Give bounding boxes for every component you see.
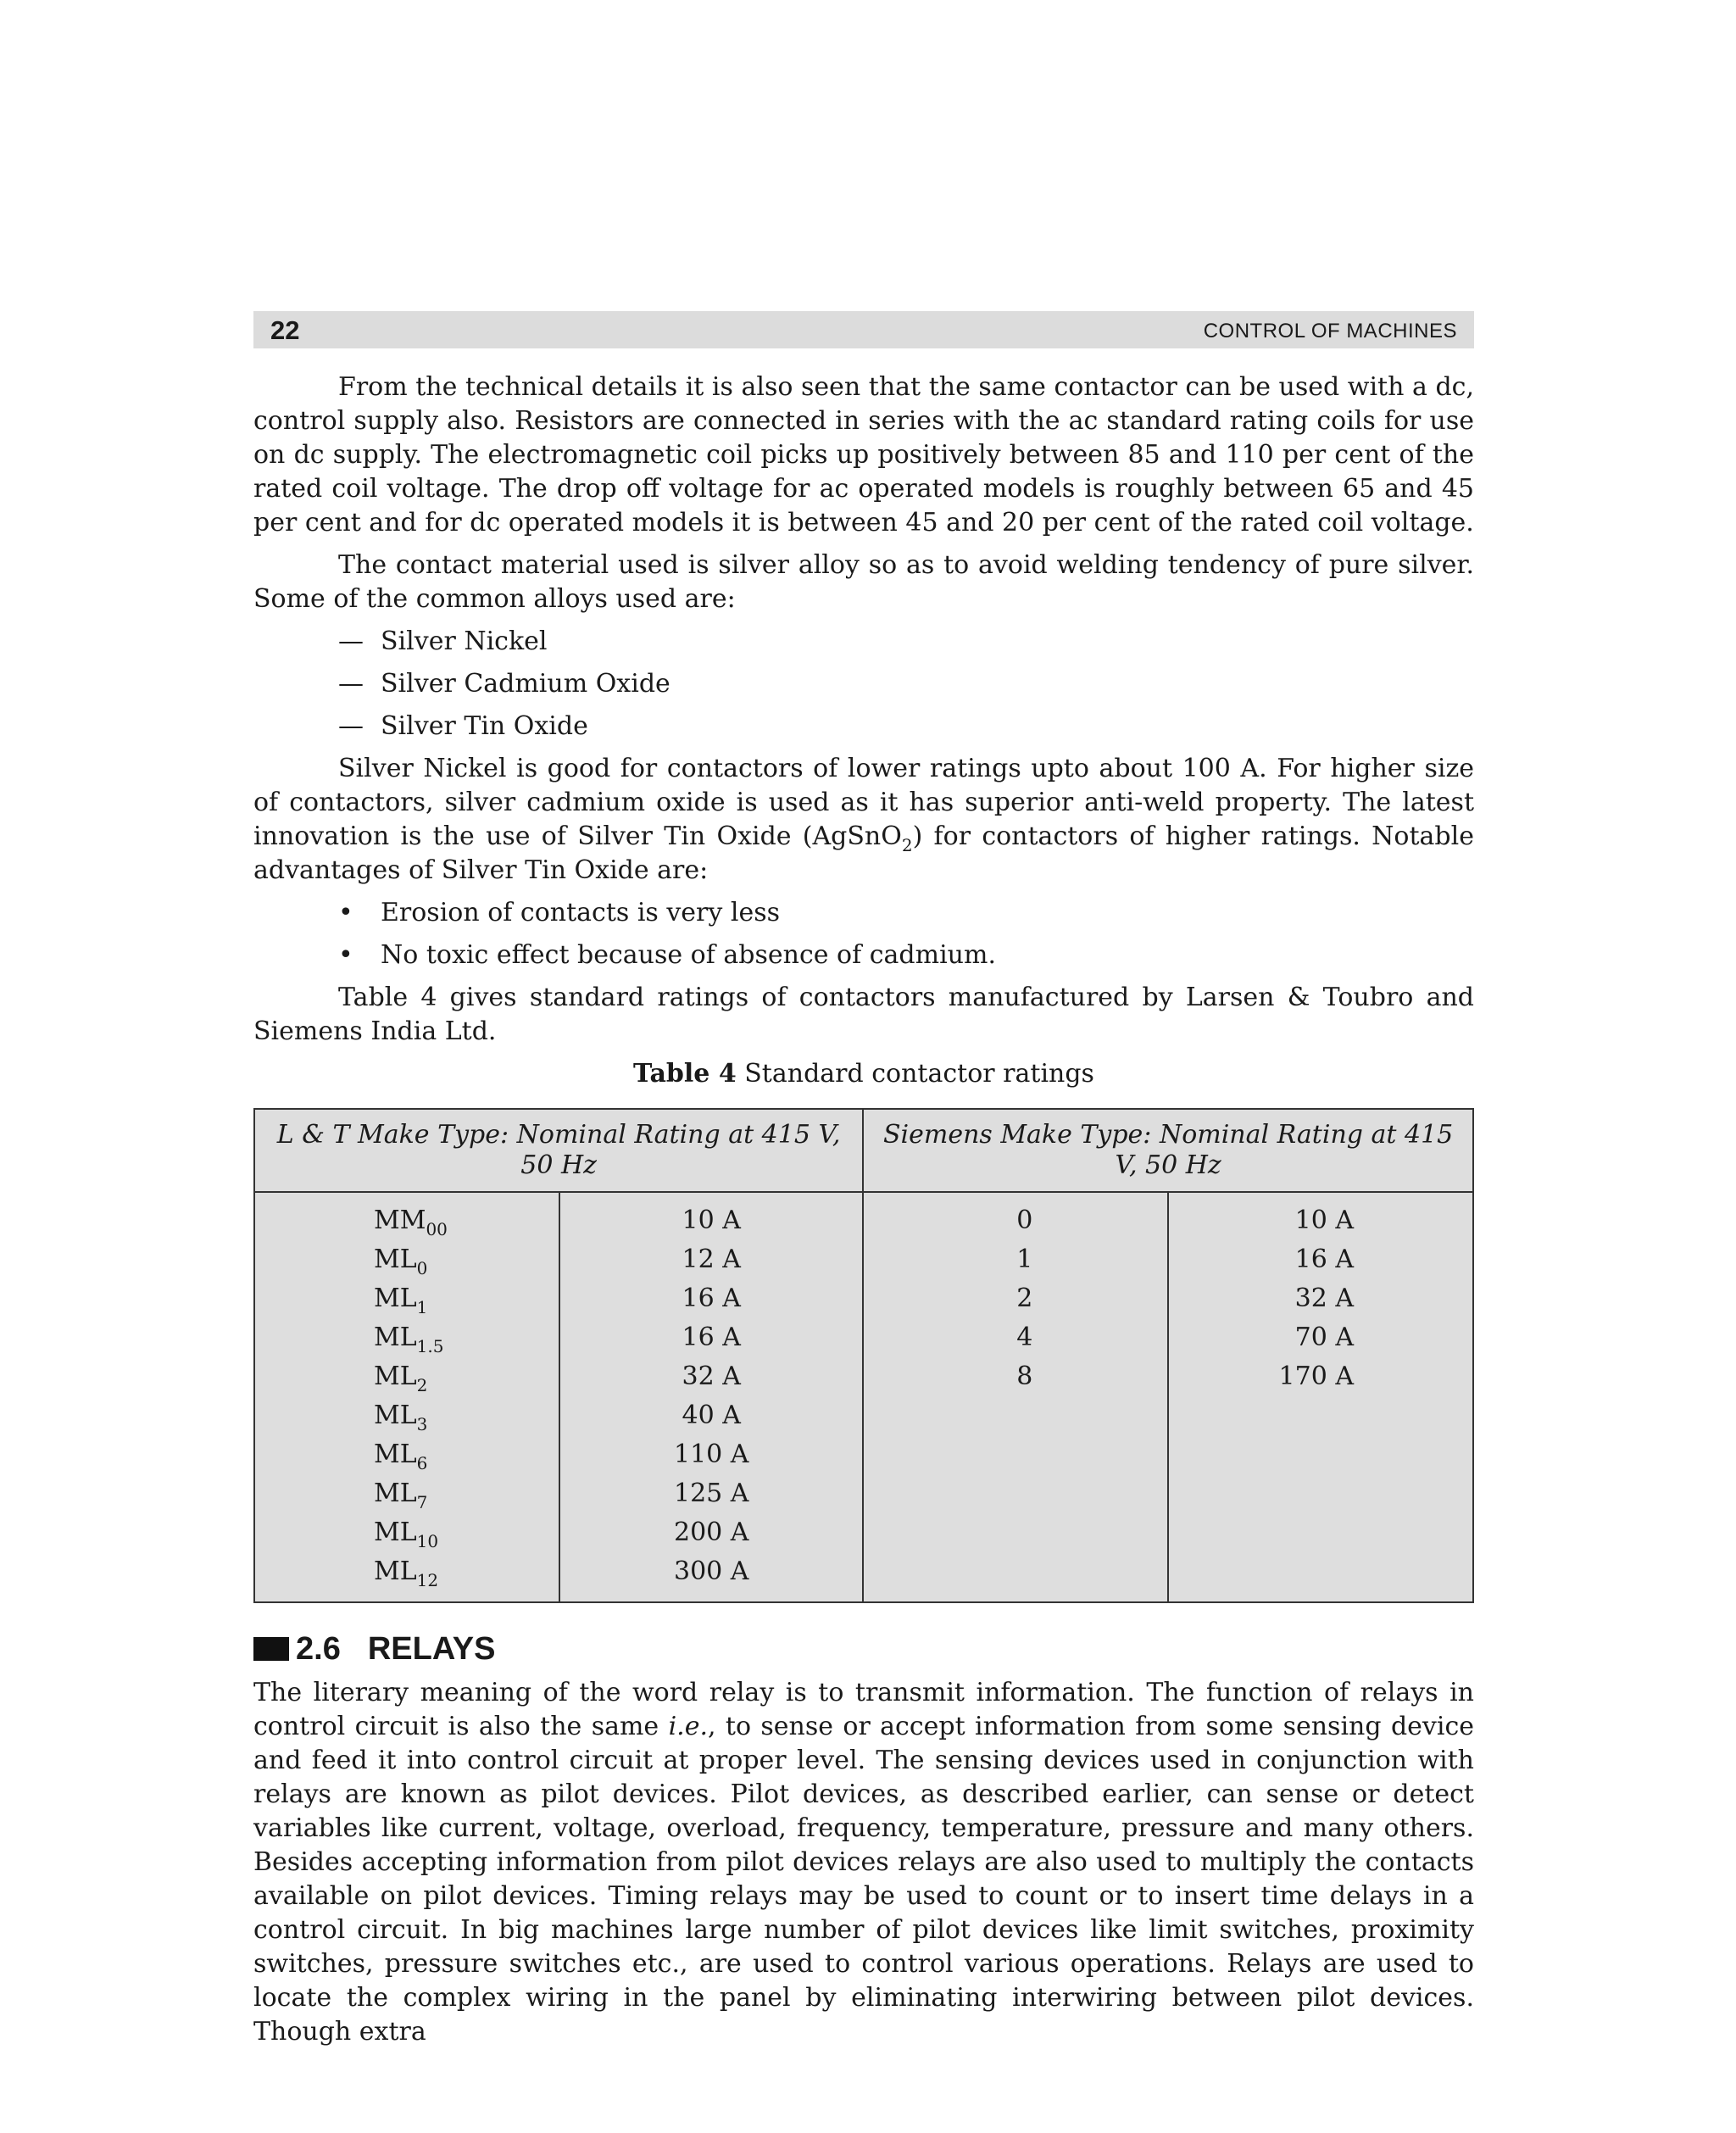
lt-type-base: MM [374, 1206, 426, 1235]
lt-type-base: ML [374, 1518, 417, 1547]
advantages-list [253, 896, 1474, 972]
lt-type-subscript: 10 [416, 1531, 439, 1551]
list-item [338, 938, 1474, 972]
dash-marker: — [338, 627, 364, 656]
lt-rating-cell: 200 A [674, 1518, 749, 1547]
lt-type-cell [255, 1396, 559, 1435]
alloy-list [253, 625, 1474, 743]
lt-rating-cell: 10 A [682, 1206, 741, 1235]
paragraph-text: ) for contactors of higher ratings. Notable advantages of Silver Tin Oxide are: [253, 821, 1474, 885]
italic-text: i.e. [668, 1712, 708, 1741]
siemens-size-cell: 0 [1016, 1206, 1033, 1235]
siemens-rating-cell: 10 A [1294, 1206, 1354, 1235]
list-item [338, 625, 1474, 659]
column-lt-type [254, 1192, 559, 1602]
list-item-text: Silver Tin Oxide [381, 711, 588, 741]
lt-type-cell [255, 1318, 559, 1357]
running-head [253, 311, 1474, 348]
lt-type-cell [255, 1435, 559, 1474]
lt-type-base: ML [374, 1362, 417, 1391]
siemens-size-cell: 1 [1016, 1245, 1033, 1274]
lt-type-cell [255, 1357, 559, 1396]
lt-type-cell [255, 1201, 559, 1240]
siemens-rating-cell: 70 A [1294, 1323, 1354, 1352]
lt-rating-cell: 110 A [674, 1440, 749, 1469]
siemens-rating-cell: 16 A [1294, 1245, 1354, 1274]
list-item-text: No toxic effect because of absence of cadmium. [381, 940, 996, 970]
subscript: 2 [901, 835, 913, 855]
lt-type-subscript: 1.5 [416, 1336, 444, 1356]
paragraph-silver-alloys [253, 752, 1474, 888]
table-caption-text: Standard contactor ratings [744, 1059, 1094, 1089]
header-siemens-make: Siemens Make Type: Nominal Rating at 415 V, 50 Hz [863, 1109, 1473, 1192]
paragraph-text: , to sense or accept information from some sensing device and feed it into control circuit at proper level. The sensing devices used in conjunction with relays are known as pilot devices. Pilot devices, as described earlier, can sense or detect variables like current, voltage, overload, frequency, temperature, pressure and many others. Besides accepting information from pilot devices relays are also used to multiply the contacts available on pilot devices. Timing relays may be used to count or to insert time delays in a control circuit. In big machines large number of pilot devices like limit switches, proximity switches, pressure switches etc., are used to control various operations. Relays are used to locate the complex wiring in the panel by eliminating interwiring between pilot devices. Though extra [253, 1712, 1474, 2047]
paragraph-table-intro: Table 4 gives standard ratings of contactors manufactured by Larsen & Toubro and Siemens India Ltd. [253, 983, 1474, 1046]
lt-type-base: ML [374, 1557, 417, 1586]
column-lt-rating [559, 1192, 863, 1602]
list-item-text: Erosion of contacts is very less [381, 898, 781, 927]
siemens-size-cell: 4 [1016, 1323, 1033, 1352]
running-title: CONTROL OF MACHINES [1203, 320, 1457, 343]
siemens-rating-cell: 170 A [1278, 1362, 1354, 1391]
siemens-size-cell: 8 [1016, 1362, 1033, 1391]
list-item [338, 896, 1474, 930]
list-item-text: Silver Cadmium Oxide [381, 669, 670, 699]
lt-type-cell [255, 1552, 559, 1591]
lt-type-cell [255, 1513, 559, 1552]
section-heading [253, 1629, 1474, 1669]
dash-marker: — [338, 669, 364, 699]
lt-rating-cell: 16 A [682, 1323, 741, 1352]
lt-type-subscript: 7 [416, 1492, 428, 1512]
page-content [253, 370, 1474, 2049]
list-item-text: Silver Nickel [381, 627, 548, 656]
lt-type-subscript: 1 [416, 1297, 428, 1317]
table-caption [253, 1057, 1474, 1091]
paragraph-text: Silver Nickel is good for contactors of lower ratings upto about 100 A. For higher size of contactors, silver cadmium oxide is used as it has superior anti-weld property. The latest innovation is the use of Silver Tin Oxide (AgSnO [253, 754, 1474, 851]
column-siemens-size [863, 1192, 1168, 1602]
siemens-rating-cell: 32 A [1294, 1284, 1354, 1313]
bullet-marker: • [338, 898, 353, 927]
page-number: 22 [270, 315, 300, 345]
dash-marker: — [338, 711, 364, 741]
lt-type-base: ML [374, 1479, 417, 1508]
lt-rating-cell: 40 A [682, 1401, 741, 1430]
lt-type-subscript: 12 [416, 1570, 439, 1590]
contactor-ratings-table [253, 1108, 1474, 1603]
lt-type-base: ML [374, 1323, 417, 1352]
lt-type-cell [255, 1240, 559, 1279]
paragraph-contact-material: The contact material used is silver alloy so as to avoid welding tendency of pure silver. Some of the common alloys used are: [253, 550, 1474, 614]
bullet-marker: • [338, 940, 353, 970]
lt-type-subscript: 0 [416, 1258, 428, 1278]
lt-type-cell [255, 1279, 559, 1318]
list-item [338, 667, 1474, 701]
lt-type-cell [255, 1474, 559, 1513]
lt-rating-cell: 32 A [682, 1362, 741, 1391]
lt-rating-cell: 16 A [682, 1284, 741, 1313]
lt-type-subscript: 6 [416, 1453, 428, 1473]
section-title: RELAYS [367, 1631, 496, 1667]
paragraph-text: The literary meaning of the word relay is to transmit information. The function of relays in control circuit is also the same [253, 1678, 1474, 1741]
section-marker-icon [253, 1637, 289, 1661]
lt-type-subscript: 3 [416, 1414, 428, 1434]
lt-type-base: ML [374, 1245, 417, 1274]
lt-rating-cell: 125 A [674, 1479, 749, 1508]
paragraph-relays [253, 1676, 1474, 2049]
book-page [253, 311, 1474, 2058]
header-lt-make: L & T Make Type: Nominal Rating at 415 V, 50 Hz [254, 1109, 863, 1192]
paragraph-contactor-dc-supply: From the technical details it is also seen that the same contactor can be used with a dc, control supply also. Resistors are connected in series with the ac standard rating coils for use on dc supply. The electromagnetic coil picks up positively between 85 and 110 per cent of the rated coil voltage. The drop off voltage for ac operated models is roughly between 65 and 45 per cent and for dc operated models it is between 45 and 20 per cent of the rated coil voltage. [253, 372, 1474, 537]
lt-type-subscript: 00 [426, 1219, 448, 1239]
lt-rating-cell: 12 A [682, 1245, 741, 1274]
column-siemens-rating [1168, 1192, 1473, 1602]
table-caption-label: Table 4 [633, 1059, 737, 1089]
list-item [338, 710, 1474, 743]
siemens-size-cell: 2 [1016, 1284, 1033, 1313]
lt-rating-cell: 300 A [674, 1557, 749, 1586]
lt-type-base: ML [374, 1440, 417, 1469]
lt-type-base: ML [374, 1401, 417, 1430]
lt-type-base: ML [374, 1284, 417, 1313]
lt-type-subscript: 2 [416, 1375, 428, 1395]
section-number: 2.6 [296, 1631, 341, 1667]
